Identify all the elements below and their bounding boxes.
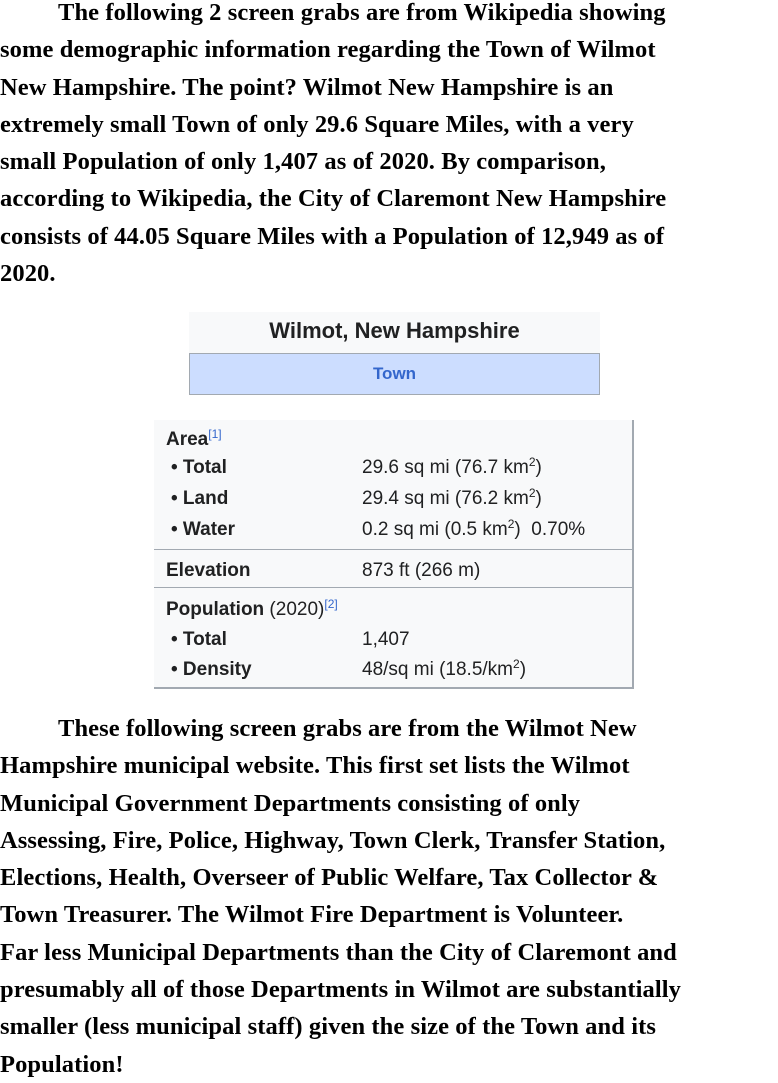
intro-line: The following 2 screen grabs are from Wikipedia showing bbox=[58, 0, 666, 26]
outro-line: Hampshire municipal website. This first set lists the Wilmot bbox=[0, 752, 630, 780]
population-total-row bbox=[154, 625, 632, 655]
population-density-row bbox=[154, 655, 632, 685]
outro-line: smaller (less municipal staff) given the size of the Town and its bbox=[0, 1013, 656, 1041]
intro-line: small Population of only 1,407 as of 2020. By comparison, bbox=[0, 148, 606, 176]
intro-line: consists of 44.05 Square Miles with a Population of 12,949 as of bbox=[0, 222, 665, 250]
intro-line: according to Wikipedia, the City of Claremont New Hampshire bbox=[0, 185, 667, 213]
population-density-label: • Density bbox=[171, 659, 252, 680]
infobox-divider bbox=[154, 587, 632, 588]
intro-paragraph bbox=[0, 0, 778, 292]
infobox-title: Wilmot, New Hampshire bbox=[189, 312, 600, 353]
area-heading: Area[1] bbox=[166, 427, 222, 450]
population-heading-row bbox=[154, 595, 632, 625]
outro-line: presumably all of those Departments in Wilmot are substantially bbox=[0, 976, 681, 1004]
intro-line: extremely small Town of only 29.6 Square Miles, with a very bbox=[0, 110, 634, 138]
elevation-row bbox=[154, 556, 632, 586]
outro-paragraph bbox=[0, 710, 778, 1083]
area-heading-row bbox=[154, 425, 632, 455]
infobox-divider bbox=[154, 549, 632, 550]
intro-line: some demographic information regarding the Town of Wilmot bbox=[0, 36, 656, 64]
intro-line: New Hampshire. The point? Wilmot New Hampshire is an bbox=[0, 73, 614, 101]
area-water-percent: 0.70% bbox=[531, 519, 586, 540]
area-reference-link[interactable]: [1] bbox=[208, 427, 222, 441]
area-total-label: • Total bbox=[171, 457, 227, 478]
outro-line: These following screen grabs are from the Wilmot New bbox=[58, 715, 637, 742]
area-total-value: 29.6 sq mi (76.7 $km^2$) bbox=[362, 455, 542, 478]
infobox-subtitle-bar bbox=[189, 353, 600, 395]
outro-line: Far less Municipal Departments than the City of Claremont and bbox=[0, 938, 677, 966]
outro-line: Town Treasurer. The Wilmot Fire Department is Volunteer. bbox=[0, 901, 624, 929]
area-land-label: • Land bbox=[171, 488, 229, 509]
outro-line: Elections, Health, Overseer of Public Welfare, Tax Collector & bbox=[0, 864, 659, 892]
elevation-value: 873 ft (266 m) bbox=[362, 560, 481, 581]
area-total-row bbox=[154, 453, 632, 483]
infobox-header-screenshot bbox=[189, 312, 600, 396]
area-land-row bbox=[154, 484, 632, 514]
infobox-stats-screenshot bbox=[154, 420, 634, 689]
elevation-label: Elevation bbox=[166, 560, 251, 581]
population-total-label: • Total bbox=[171, 629, 227, 650]
outro-line: Municipal Government Departments consisting of only bbox=[0, 789, 581, 817]
area-water-row bbox=[154, 515, 632, 545]
area-land-value: 29.4 sq mi (76.2 $km^2$) bbox=[362, 486, 542, 509]
outro-line: Population! bbox=[0, 1050, 124, 1078]
population-reference-link[interactable]: [2] bbox=[324, 597, 338, 611]
town-link[interactable]: Town bbox=[372, 364, 417, 383]
population-heading: Population (2020)[2] bbox=[166, 597, 338, 620]
population-total-value: 1,407 bbox=[362, 629, 410, 650]
population-density-value: 48/sq mi $(18.5/km^2)$ bbox=[362, 657, 527, 680]
intro-line: 2020. bbox=[0, 260, 56, 288]
area-water-label: • Water bbox=[171, 519, 236, 540]
area-water-value: 0.2 sq mi (0.5 $km^2$) 0.70% bbox=[362, 517, 586, 540]
outro-line: Assessing, Fire, Police, Highway, Town Clerk, Transfer Station, bbox=[0, 826, 666, 854]
